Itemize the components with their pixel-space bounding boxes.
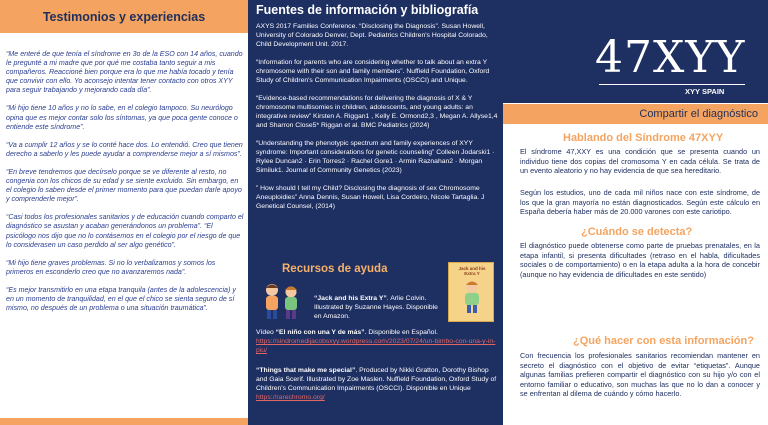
paragraph-que-hacer: Con frecuencia los profesionales sanitarios recomiendan mantener en secreto el diagnóstico con el objetivo de evitar “etiquetas”. Aunque algunas familias prefieren compartir el diagnóstico con su hijo y/o con el entorno familiar o educativo, son muchas las que no lo dan a conocer y se enfrentan al dilema de cuándo y cómo hacerlo. xyxy=(520,351,760,399)
paragraph-hablando: El síndrome 47,XXY es una condición que se presenta cuando un individuo tiene dos copias del cromosoma Y en cada célula. Se trata de un evento aleatorio y no hay evidencia de que sea hereditario. xyxy=(520,147,760,176)
resource-book-title: “Jack and his Extra Y” xyxy=(314,295,387,302)
testimonio-quote: “Mi hijo tiene 10 años y no lo sabe, en el colegio tampoco. Su neurólogo opina que es mejor contar solo los síntomas, ya que poca gente conoce o entiende este síndrome”. xyxy=(6,104,238,131)
logo-rule xyxy=(599,84,745,85)
fuentes-column xyxy=(248,0,503,425)
bibliography-entry: “Understanding the phenotypic spectrum and family experiences of XYY syndrome: Important considerations for genetic counseling” Colleen Jodarski1 · Rylee Duncan2 · Erin Torres2 · Rachel Gore1 · Armin Raznahan2 · Morgan Similuk1. Journal of Community Genetics (2023) xyxy=(256,140,495,174)
bibliography-entry: “Information for parents who are considering whether to talk about an extra Y chromosome with their son and family members”. Nuffield Foundation, Oxford Study of Children's Communication Impairments (OSCCI) and Unique. xyxy=(256,59,490,84)
resource-video-text: . Disponible en Español. xyxy=(364,329,438,336)
info-column xyxy=(503,0,768,425)
resource-video-prefix: Vídeo xyxy=(256,329,276,336)
fuentes-title: Fuentes de información y bibliografía xyxy=(256,3,479,17)
footer-bar xyxy=(0,418,248,425)
resource-unique-text: . Produced by Nikki Gratton, Dorothy Bishop and Gaia Scerif. Illustrated by Zoe Maslen. Nuffield Foundation, Oxford Study of Children's Communication Impairments (OSCCI). Disponible en Unique xyxy=(256,367,497,392)
children-illustration xyxy=(260,281,304,321)
book-cover-image xyxy=(448,262,494,322)
testimonios-column xyxy=(0,0,248,425)
book-cover-figure xyxy=(459,279,485,313)
testimonio-quote: “Va a cumplir 12 años y se lo conté hace dos. Lo entendió. Creo que tienen derecho a saberlo y les puede ayudar a comprenderse mejor a sí mismos”. xyxy=(6,140,243,158)
share-title: Compartir el diagnóstico xyxy=(639,108,758,120)
heading-hablando: Hablando del Síndrome 47XYY xyxy=(563,132,724,144)
heading-que-hacer: ¿Qué hacer con esta información? xyxy=(573,335,754,347)
testimonios-title: Testimonios y experiencias xyxy=(42,9,206,24)
paragraph-cuando: El diagnóstico puede obtenerse como parte de pruebas prenatales, en la etapa infantil, si presenta dificultades (retraso en el habla, dificultades sociales o de comportamiento) o en la etapa adulta a la hora de concebir (aunque no hay evidencia de dificultades en este sentido) xyxy=(520,241,760,279)
testimonio-quote: “Mi hijo tiene graves problemas. Si no lo verbalizamos y somos los primeros en esconderlo creo que no avanzaremos nada”. xyxy=(6,258,216,276)
resource-unique xyxy=(256,366,500,402)
bibliography-entry: AXYS 2017 Families Conference. “Disclosing the Diagnosis”. Susan Howell, University of Colorado Denver, Dept. Pediatrics Children's Hospital Colorado, Child Development Unit. 2017. xyxy=(256,23,488,48)
recursos-title: Recursos de ayuda xyxy=(282,263,388,275)
resource-video-link[interactable]: https://sindromedijacobsxyy.wordpress.com/2023/07/24/un-bimbo-con-una-y-in-piu/ xyxy=(256,338,496,354)
bibliography-entry: “Evidence-based recommendations for delivering the diagnosis of X & Y chromosome multisomies in children, adolescents, and young adults: an integrative review” Kirsten A. Riggan1 , Kelly E. Ormond2,3 , Megan A. Allyse1,4 and Sharron Close5* Riggan et al. BMC Pediatrics (2024) xyxy=(256,95,498,129)
resource-unique-link[interactable]: https://rarechromo.org/ xyxy=(256,394,325,401)
resource-book-text: . Arlie Colvin. Illustrated by Suzanne Hayes. Disponible en Amazon. xyxy=(314,295,438,320)
resource-book xyxy=(314,294,444,321)
resource-video-title: “El niño con una Y de más” xyxy=(275,329,365,336)
bibliography-entry: ” How should I tell my Child? Disclosing the diagnosis of sex Chromosome Aneuploidies” Anna Dennis, Susan Howell, Lisa Cordeiro, Nicole Tartaglia. J Genetical Counsel, (2014) xyxy=(256,185,485,210)
share-banner xyxy=(503,104,768,124)
testimonio-quote: “Es mejor transmitirlo en una etapa tranquila (antes de la adolescencia) y en un momento de tranquilidad, en el que el chico se sienta seguro de sí mismo, no después de un problema o una situación traumática”. xyxy=(6,285,236,313)
testimonios-list xyxy=(6,50,244,322)
paragraph-estudios: Según los estudios, uno de cada mil niños nace con este síndrome, de los que la gran mayoría no están diagnosticados. Según este cálculo en España debería haber más de 20.000 varones con este cariotipo. xyxy=(520,188,760,217)
testimonio-quote: “Casi todos los profesionales sanitarios y de educación cuando comparto el diagnóstico se asustan y acaban generándonos un problema”. “El psicólogo nos dijo que no lo contásemos en el colegio por el riesgo de que lo considerasen un caso perdido al ser algo genético”. xyxy=(6,213,244,249)
book-cover-title: Jack and his Extra Y xyxy=(458,266,486,276)
heading-cuando: ¿Cuándo se detecta? xyxy=(581,226,693,238)
logo-subtitle: XYY SPAIN xyxy=(685,87,725,96)
bibliography-list xyxy=(256,22,500,220)
resource-unique-title: “Things that make me special” xyxy=(256,367,356,374)
testimonio-quote: “Me enteré de que tenía el síndrome en 3o de la ESO con 14 años, cuando le pregunté a mi madre que por qué me costaba tanto seguir a mis compañeros. Reaccioné bien porque era lo que me había tocado y tenía que convivir con ello. Yo aconsejo intentar tener contacto con otros XYY para seguir trabajando y mejorando cada día”. xyxy=(6,50,243,95)
testimonios-banner xyxy=(0,0,248,33)
logo-box xyxy=(503,0,768,103)
resource-video xyxy=(256,328,500,355)
logo-47xyy: 47XYY xyxy=(595,32,746,83)
testimonio-quote: “En breve tendremos que decírselo porque se ve diferente al resto, no congenia con los chicos de su edad y se siente excluido. Sin embargo, en el colegio lo saben desde el primer momento para que puedan darle apoyo y comprenderle mejor”. xyxy=(6,167,242,204)
